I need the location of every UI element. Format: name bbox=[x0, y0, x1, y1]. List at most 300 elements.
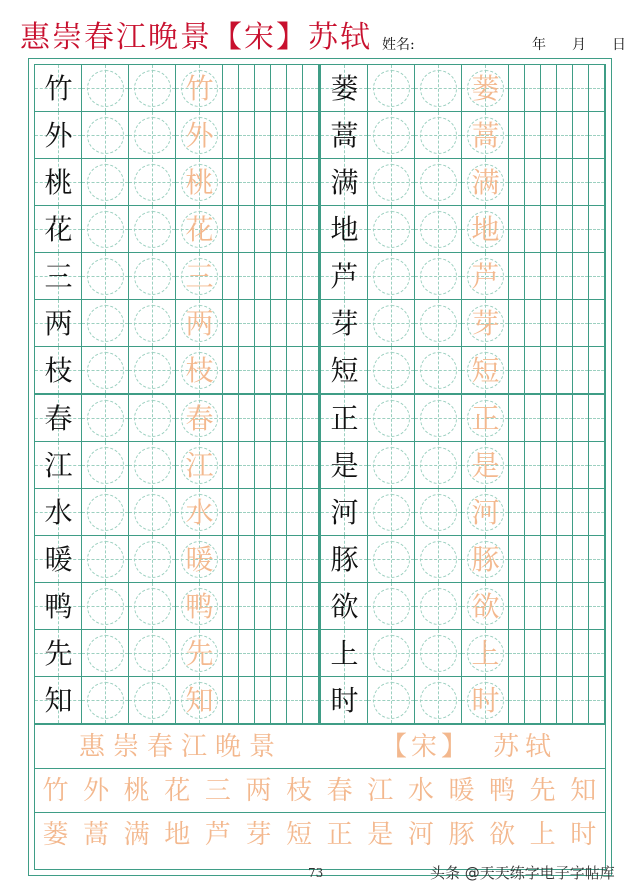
narrow-practice-cell bbox=[287, 630, 303, 677]
model-character: 上 bbox=[330, 637, 359, 670]
trace-character: 豚 bbox=[471, 543, 500, 576]
grid-row bbox=[35, 347, 319, 394]
narrow-practice-cell bbox=[509, 253, 525, 300]
narrow-practice-cell bbox=[541, 442, 557, 489]
trace-character: 蒌 bbox=[471, 72, 500, 105]
guide-circle bbox=[87, 635, 124, 672]
narrow-practice-cell bbox=[509, 300, 525, 347]
narrow-practice-cell bbox=[223, 395, 239, 442]
practice-cell bbox=[415, 583, 462, 630]
narrow-practice-cell bbox=[541, 65, 557, 112]
grid-row bbox=[35, 65, 319, 112]
narrow-practice-cell bbox=[589, 65, 605, 112]
grid-block-bottom-right bbox=[320, 394, 606, 725]
trace-character-cell bbox=[176, 583, 223, 630]
trace-character-cell bbox=[176, 159, 223, 206]
model-character-cell bbox=[35, 300, 82, 347]
trace-character: 芦 bbox=[471, 260, 500, 293]
narrow-practice-cell bbox=[573, 442, 589, 489]
guide-circle bbox=[134, 494, 171, 531]
narrow-practice-cell bbox=[525, 395, 541, 442]
narrow-practice-cell bbox=[557, 206, 573, 253]
guide-circle bbox=[373, 352, 410, 389]
trace-character-cell bbox=[176, 347, 223, 394]
narrow-practice-cell bbox=[271, 489, 287, 536]
practice-cell bbox=[415, 489, 462, 536]
guide-circle bbox=[373, 588, 410, 625]
practice-cell bbox=[82, 630, 129, 677]
grid-row bbox=[35, 442, 319, 489]
narrow-practice-cell bbox=[271, 347, 287, 394]
narrow-practice-cell bbox=[255, 583, 271, 630]
trace-character-cell bbox=[462, 347, 509, 394]
model-character: 地 bbox=[330, 213, 359, 246]
narrow-practice-cell bbox=[509, 677, 525, 724]
model-character: 外 bbox=[44, 119, 73, 152]
grid-row bbox=[321, 112, 605, 159]
trace-character: 竹 bbox=[185, 72, 214, 105]
narrow-practice-cell bbox=[525, 536, 541, 583]
model-character: 豚 bbox=[330, 543, 359, 576]
narrow-practice-cell bbox=[303, 65, 319, 112]
narrow-practice-cell bbox=[271, 206, 287, 253]
practice-cell bbox=[415, 253, 462, 300]
copy-character: 花 bbox=[164, 776, 191, 806]
guide-circle bbox=[373, 211, 410, 248]
copy-character: 知 bbox=[570, 776, 597, 806]
trace-character-cell bbox=[462, 395, 509, 442]
guide-circle bbox=[134, 400, 171, 437]
narrow-practice-cell bbox=[509, 583, 525, 630]
grid-row bbox=[35, 583, 319, 630]
narrow-practice-cell bbox=[525, 583, 541, 630]
grid-row bbox=[35, 677, 319, 724]
narrow-practice-cell bbox=[223, 112, 239, 159]
narrow-practice-cell bbox=[287, 677, 303, 724]
grid-row bbox=[321, 395, 605, 442]
model-character-cell bbox=[321, 206, 368, 253]
guide-circle bbox=[87, 588, 124, 625]
narrow-practice-cell bbox=[557, 677, 573, 724]
copy-line-title bbox=[35, 725, 605, 769]
model-character: 枝 bbox=[44, 354, 73, 387]
trace-character: 蒿 bbox=[471, 119, 500, 152]
narrow-practice-cell bbox=[589, 300, 605, 347]
trace-character-cell bbox=[462, 159, 509, 206]
guide-circle bbox=[134, 588, 171, 625]
trace-character-cell bbox=[176, 112, 223, 159]
grid-row bbox=[321, 677, 605, 724]
guide-circle bbox=[373, 541, 410, 578]
narrow-practice-cell bbox=[541, 253, 557, 300]
trace-character-cell bbox=[462, 300, 509, 347]
narrow-practice-cell bbox=[541, 159, 557, 206]
narrow-practice-cell bbox=[255, 630, 271, 677]
trace-character: 欲 bbox=[471, 590, 500, 623]
grid-row bbox=[321, 253, 605, 300]
narrow-practice-cell bbox=[239, 536, 255, 583]
practice-cell bbox=[82, 206, 129, 253]
trace-character-cell bbox=[462, 253, 509, 300]
narrow-practice-cell bbox=[271, 536, 287, 583]
guide-circle bbox=[420, 164, 457, 201]
copy-character: 暖 bbox=[448, 776, 475, 806]
grid-row bbox=[35, 489, 319, 536]
model-character-cell bbox=[321, 583, 368, 630]
practice-cell bbox=[129, 630, 176, 677]
narrow-practice-cell bbox=[255, 489, 271, 536]
trace-character: 短 bbox=[471, 354, 500, 387]
practice-cell bbox=[129, 395, 176, 442]
narrow-practice-cell bbox=[589, 112, 605, 159]
narrow-practice-cell bbox=[573, 630, 589, 677]
model-character-cell bbox=[321, 489, 368, 536]
copy-character: 豚 bbox=[448, 820, 475, 850]
practice-cell bbox=[368, 65, 415, 112]
narrow-practice-cell bbox=[589, 677, 605, 724]
narrow-practice-cell bbox=[271, 65, 287, 112]
narrow-practice-cell bbox=[303, 630, 319, 677]
model-character-cell bbox=[321, 112, 368, 159]
guide-circle bbox=[87, 682, 124, 719]
guide-circle bbox=[134, 682, 171, 719]
narrow-practice-cell bbox=[541, 489, 557, 536]
model-character-cell bbox=[321, 395, 368, 442]
narrow-practice-cell bbox=[239, 347, 255, 394]
practice-cell bbox=[368, 536, 415, 583]
guide-circle bbox=[420, 635, 457, 672]
model-character: 正 bbox=[330, 402, 359, 435]
guide-circle bbox=[134, 117, 171, 154]
narrow-practice-cell bbox=[223, 536, 239, 583]
copy-title: 惠崇春江晚景 bbox=[79, 732, 284, 762]
model-character-cell bbox=[35, 159, 82, 206]
narrow-practice-cell bbox=[223, 677, 239, 724]
narrow-practice-cell bbox=[223, 347, 239, 394]
narrow-practice-cell bbox=[573, 159, 589, 206]
grid-row bbox=[35, 630, 319, 677]
practice-cell bbox=[129, 677, 176, 724]
grid-row bbox=[321, 347, 605, 394]
narrow-practice-cell bbox=[589, 395, 605, 442]
trace-character: 两 bbox=[185, 307, 214, 340]
narrow-practice-cell bbox=[573, 583, 589, 630]
trace-character-cell bbox=[176, 206, 223, 253]
model-character: 暖 bbox=[44, 543, 73, 576]
guide-circle bbox=[134, 541, 171, 578]
model-character-cell bbox=[35, 112, 82, 159]
practice-cell bbox=[368, 347, 415, 394]
grid-row bbox=[321, 159, 605, 206]
narrow-practice-cell bbox=[557, 536, 573, 583]
model-character: 鸭 bbox=[44, 590, 73, 623]
guide-circle bbox=[134, 164, 171, 201]
narrow-practice-cell bbox=[573, 489, 589, 536]
narrow-practice-cell bbox=[303, 253, 319, 300]
trace-character: 先 bbox=[185, 637, 214, 670]
narrow-practice-cell bbox=[255, 347, 271, 394]
copy-character: 三 bbox=[204, 776, 231, 806]
copy-character: 桃 bbox=[123, 776, 150, 806]
narrow-practice-cell bbox=[573, 395, 589, 442]
trace-character: 满 bbox=[471, 166, 500, 199]
model-character-cell bbox=[35, 536, 82, 583]
practice-cell bbox=[415, 112, 462, 159]
practice-cell bbox=[415, 347, 462, 394]
trace-character: 枝 bbox=[185, 354, 214, 387]
practice-cell bbox=[368, 206, 415, 253]
practice-cell bbox=[129, 253, 176, 300]
grid-row bbox=[35, 536, 319, 583]
trace-character-cell bbox=[176, 395, 223, 442]
year-label: 年 bbox=[532, 37, 546, 53]
practice-cell bbox=[129, 300, 176, 347]
practice-cell bbox=[368, 300, 415, 347]
guide-circle bbox=[134, 70, 171, 107]
model-character: 欲 bbox=[330, 590, 359, 623]
copy-character: 蒌 bbox=[42, 820, 69, 850]
narrow-practice-cell bbox=[573, 300, 589, 347]
name-label: 姓名: bbox=[382, 37, 415, 53]
narrow-practice-cell bbox=[223, 206, 239, 253]
trace-character: 是 bbox=[471, 449, 500, 482]
narrow-practice-cell bbox=[223, 65, 239, 112]
narrow-practice-cell bbox=[525, 112, 541, 159]
narrow-practice-cell bbox=[255, 206, 271, 253]
narrow-practice-cell bbox=[239, 206, 255, 253]
guide-circle bbox=[87, 494, 124, 531]
narrow-practice-cell bbox=[525, 206, 541, 253]
guide-circle bbox=[420, 70, 457, 107]
narrow-practice-cell bbox=[525, 65, 541, 112]
practice-cell bbox=[82, 442, 129, 489]
copy-character: 芦 bbox=[204, 820, 231, 850]
narrow-practice-cell bbox=[223, 489, 239, 536]
trace-character-cell bbox=[176, 442, 223, 489]
trace-character-cell bbox=[176, 65, 223, 112]
narrow-practice-cell bbox=[557, 489, 573, 536]
month-label: 月 bbox=[572, 37, 586, 53]
trace-character: 江 bbox=[185, 449, 214, 482]
practice-cell bbox=[415, 677, 462, 724]
day-label: 日 bbox=[612, 37, 626, 53]
grid-row bbox=[35, 206, 319, 253]
practice-cell bbox=[129, 159, 176, 206]
narrow-practice-cell bbox=[271, 583, 287, 630]
model-character: 江 bbox=[44, 449, 73, 482]
narrow-practice-cell bbox=[573, 677, 589, 724]
trace-character-cell bbox=[462, 630, 509, 677]
narrow-practice-cell bbox=[525, 159, 541, 206]
narrow-practice-cell bbox=[541, 206, 557, 253]
watermark: 头条 @天天练字电子字帖库 bbox=[430, 864, 615, 882]
narrow-practice-cell bbox=[509, 630, 525, 677]
trace-character-cell bbox=[462, 536, 509, 583]
practice-cell bbox=[415, 206, 462, 253]
narrow-practice-cell bbox=[239, 253, 255, 300]
practice-cell bbox=[82, 300, 129, 347]
model-character: 春 bbox=[44, 402, 73, 435]
narrow-practice-cell bbox=[271, 630, 287, 677]
narrow-practice-cell bbox=[541, 347, 557, 394]
copy-character: 芽 bbox=[245, 820, 272, 850]
copy-line-2 bbox=[35, 769, 605, 813]
trace-character-cell bbox=[462, 442, 509, 489]
trace-character: 水 bbox=[185, 496, 214, 529]
copy-character: 地 bbox=[164, 820, 191, 850]
narrow-practice-cell bbox=[255, 65, 271, 112]
guide-circle bbox=[420, 447, 457, 484]
model-character: 水 bbox=[44, 496, 73, 529]
practice-cell bbox=[82, 536, 129, 583]
guide-circle bbox=[87, 117, 124, 154]
narrow-practice-cell bbox=[303, 677, 319, 724]
model-character: 知 bbox=[44, 684, 73, 717]
grid-row bbox=[35, 112, 319, 159]
guide-circle bbox=[134, 447, 171, 484]
trace-character-cell bbox=[176, 300, 223, 347]
copy-character: 外 bbox=[83, 776, 110, 806]
copy-character: 上 bbox=[529, 820, 556, 850]
page-number: 73 bbox=[308, 866, 324, 880]
model-character-cell bbox=[321, 630, 368, 677]
grid-row bbox=[321, 630, 605, 677]
model-character-cell bbox=[321, 442, 368, 489]
narrow-practice-cell bbox=[303, 159, 319, 206]
practice-cell bbox=[129, 347, 176, 394]
practice-cell bbox=[129, 65, 176, 112]
guide-circle bbox=[420, 117, 457, 154]
guide-circle bbox=[420, 211, 457, 248]
model-character: 桃 bbox=[44, 166, 73, 199]
trace-character-cell bbox=[462, 112, 509, 159]
narrow-practice-cell bbox=[223, 630, 239, 677]
narrow-practice-cell bbox=[525, 442, 541, 489]
guide-circle bbox=[420, 541, 457, 578]
guide-circle bbox=[87, 258, 124, 295]
copy-character: 正 bbox=[326, 820, 353, 850]
copy-character: 鸭 bbox=[489, 776, 516, 806]
model-character-cell bbox=[35, 347, 82, 394]
model-character-cell bbox=[35, 65, 82, 112]
narrow-practice-cell bbox=[223, 442, 239, 489]
trace-character-cell bbox=[462, 206, 509, 253]
narrow-practice-cell bbox=[573, 253, 589, 300]
model-character: 先 bbox=[44, 637, 73, 670]
trace-character-cell bbox=[176, 489, 223, 536]
practice-cell bbox=[368, 489, 415, 536]
model-character-cell bbox=[35, 206, 82, 253]
copy-character: 是 bbox=[367, 820, 394, 850]
narrow-practice-cell bbox=[255, 536, 271, 583]
guide-circle bbox=[420, 305, 457, 342]
narrow-practice-cell bbox=[255, 395, 271, 442]
model-character-cell bbox=[35, 395, 82, 442]
narrow-practice-cell bbox=[287, 395, 303, 442]
narrow-practice-cell bbox=[509, 536, 525, 583]
guide-circle bbox=[373, 682, 410, 719]
narrow-practice-cell bbox=[303, 395, 319, 442]
trace-character: 知 bbox=[185, 684, 214, 717]
narrow-practice-cell bbox=[239, 300, 255, 347]
copy-character: 满 bbox=[123, 820, 150, 850]
grid-row bbox=[35, 300, 319, 347]
grid-row bbox=[35, 253, 319, 300]
narrow-practice-cell bbox=[303, 536, 319, 583]
trace-character: 芽 bbox=[471, 307, 500, 340]
guide-circle bbox=[373, 305, 410, 342]
narrow-practice-cell bbox=[525, 489, 541, 536]
narrow-practice-cell bbox=[287, 583, 303, 630]
practice-cell bbox=[415, 395, 462, 442]
grid-row bbox=[35, 159, 319, 206]
narrow-practice-cell bbox=[525, 347, 541, 394]
practice-cell bbox=[415, 630, 462, 677]
narrow-practice-cell bbox=[573, 65, 589, 112]
narrow-practice-cell bbox=[589, 489, 605, 536]
narrow-practice-cell bbox=[541, 536, 557, 583]
practice-cell bbox=[82, 677, 129, 724]
narrow-practice-cell bbox=[589, 253, 605, 300]
copy-character: 欲 bbox=[489, 820, 516, 850]
narrow-practice-cell bbox=[525, 677, 541, 724]
narrow-practice-cell bbox=[287, 300, 303, 347]
narrow-practice-cell bbox=[287, 442, 303, 489]
model-character: 芽 bbox=[330, 307, 359, 340]
guide-circle bbox=[373, 117, 410, 154]
practice-cell bbox=[82, 159, 129, 206]
narrow-practice-cell bbox=[525, 630, 541, 677]
narrow-practice-cell bbox=[589, 347, 605, 394]
model-character-cell bbox=[321, 65, 368, 112]
narrow-practice-cell bbox=[239, 65, 255, 112]
model-character: 满 bbox=[330, 166, 359, 199]
narrow-practice-cell bbox=[541, 112, 557, 159]
trace-character: 外 bbox=[185, 119, 214, 152]
practice-cell bbox=[415, 536, 462, 583]
narrow-practice-cell bbox=[557, 159, 573, 206]
practice-cell bbox=[82, 583, 129, 630]
copy-character: 蒿 bbox=[83, 820, 110, 850]
practice-cell bbox=[82, 65, 129, 112]
practice-cell bbox=[129, 112, 176, 159]
model-character: 花 bbox=[44, 213, 73, 246]
practice-cell bbox=[368, 112, 415, 159]
narrow-practice-cell bbox=[255, 253, 271, 300]
narrow-practice-cell bbox=[255, 300, 271, 347]
guide-circle bbox=[134, 305, 171, 342]
narrow-practice-cell bbox=[255, 159, 271, 206]
model-character-cell bbox=[35, 677, 82, 724]
narrow-practice-cell bbox=[239, 395, 255, 442]
narrow-practice-cell bbox=[589, 442, 605, 489]
copy-character: 枝 bbox=[286, 776, 313, 806]
trace-character: 花 bbox=[185, 213, 214, 246]
narrow-practice-cell bbox=[255, 442, 271, 489]
narrow-practice-cell bbox=[541, 630, 557, 677]
trace-character: 上 bbox=[471, 637, 500, 670]
narrow-practice-cell bbox=[287, 253, 303, 300]
narrow-practice-cell bbox=[557, 112, 573, 159]
trace-character: 地 bbox=[471, 213, 500, 246]
guide-circle bbox=[420, 588, 457, 625]
trace-character-cell bbox=[462, 677, 509, 724]
narrow-practice-cell bbox=[573, 347, 589, 394]
guide-circle bbox=[373, 400, 410, 437]
guide-circle bbox=[134, 258, 171, 295]
grid-block-top-right bbox=[320, 64, 606, 395]
practice-cell bbox=[415, 65, 462, 112]
